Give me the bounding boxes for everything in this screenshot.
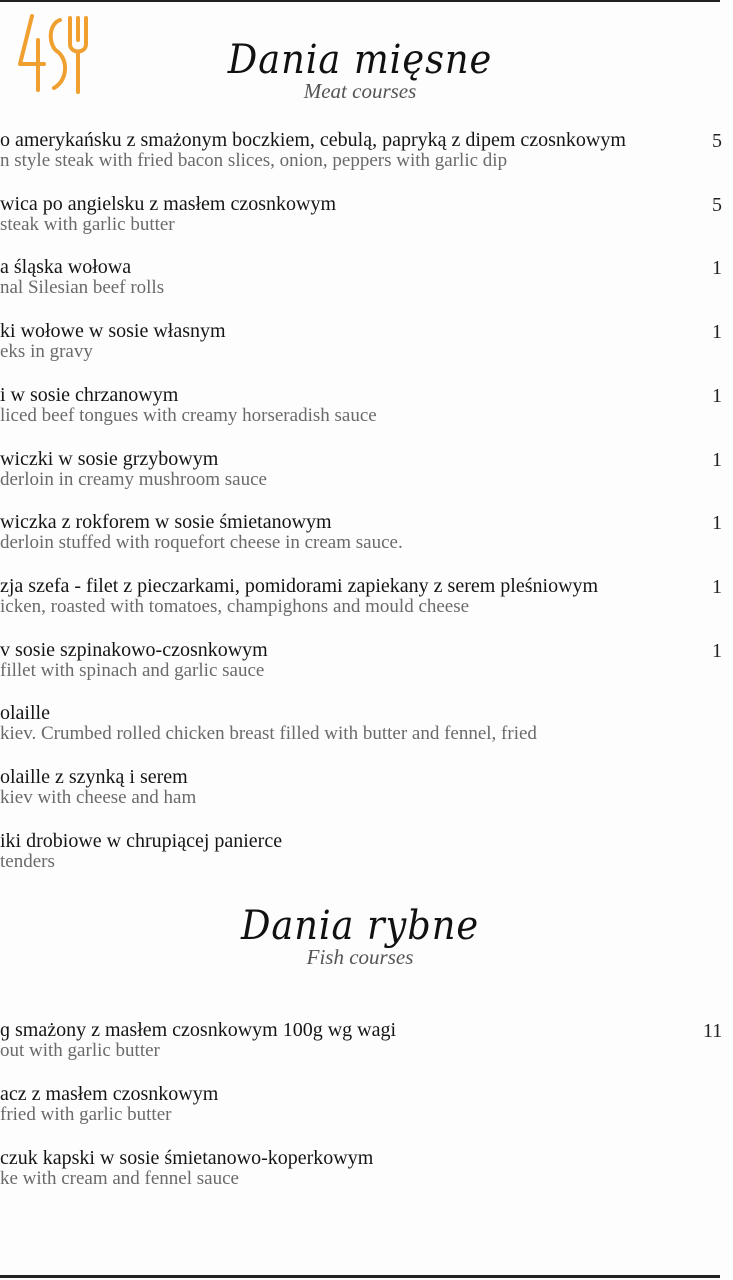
menu-item bbox=[0, 638, 720, 696]
menu-item bbox=[0, 383, 720, 441]
menu-item bbox=[0, 765, 720, 823]
menu-item bbox=[0, 829, 720, 887]
menu-item-name-pl: czuk kapski w sosie śmietanowo-koperkowym bbox=[0, 1147, 374, 1169]
menu-item bbox=[0, 192, 720, 250]
menu-item-name-en: fried with garlic butter bbox=[0, 1104, 172, 1125]
menu-item-name-pl: o amerykańsku z smażonym boczkiem, cebulą, papryką z dipem czosnkowym bbox=[0, 129, 626, 151]
menu-item-name-en: ke with cream and fennel sauce bbox=[0, 1168, 239, 1189]
menu-item-name-en: eks in gravy bbox=[0, 341, 93, 363]
menu-item-name-en: n style steak with fried bacon slices, onion, peppers with garlic dip bbox=[0, 150, 508, 171]
menu-item-name-en: derloin stuffed with roquefort cheese in cream sauce. bbox=[0, 532, 403, 554]
menu-item-name-en: liced beef tongues with creamy horseradish sauce bbox=[0, 404, 377, 426]
menu-item-price: 1 bbox=[712, 639, 722, 662]
bottom-border bbox=[0, 1275, 720, 1278]
menu-item-name-pl: iki drobiowe w chrupiącej panierce bbox=[0, 829, 283, 852]
menu-item-name-en: tenders bbox=[0, 850, 55, 872]
menu-item bbox=[0, 447, 720, 505]
menu-item-price: 11 bbox=[703, 1020, 723, 1042]
menu-item-name-pl: zja szefa - filet z pieczarkami, pomidorami zapiekany z serem pleśniowym bbox=[0, 574, 599, 597]
menu-item-price: 1 bbox=[712, 575, 722, 598]
section-subtitle-fish: Fish courses bbox=[306, 945, 414, 969]
menu-item-name-en: derloin in creamy mushroom sauce bbox=[0, 468, 267, 490]
menu-item-name-en: fillet with spinach and garlic sauce bbox=[0, 659, 265, 681]
menu-item-name-pl: wiczka z rokforem w sosie śmietanowym bbox=[0, 511, 332, 534]
top-border bbox=[0, 0, 720, 2]
menu-item-price: 1 bbox=[712, 384, 722, 407]
menu-item-name-pl: v sosie szpinakowo-czosnkowym bbox=[0, 638, 268, 661]
menu-item-name-pl: wiczki w sosie grzybowym bbox=[0, 447, 219, 470]
menu-item-price: 1 bbox=[712, 321, 722, 344]
menu-item-name-pl: i w sosie chrzanowym bbox=[0, 383, 179, 406]
meat-section-header bbox=[0, 38, 720, 102]
menu-item-name-pl: a śląska wołowa bbox=[0, 256, 132, 279]
menu-item bbox=[0, 128, 720, 186]
menu-item bbox=[0, 510, 720, 568]
menu-item bbox=[0, 255, 720, 313]
menu-item-price: 5 bbox=[712, 193, 722, 216]
menu-item-name-en: kiev. Crumbed rolled chicken breast filled with butter and fennel, fried bbox=[0, 723, 537, 745]
section-title-fish: Dania rybne bbox=[240, 903, 480, 949]
menu-item-name-en: nal Silesian beef rolls bbox=[0, 277, 165, 299]
menu-item-name-en: out with garlic butter bbox=[0, 1040, 160, 1061]
menu-item-name-en: kiev with cheese and ham bbox=[0, 787, 197, 808]
menu-item-price: 1 bbox=[712, 448, 722, 471]
menu-item-name-pl: olaille bbox=[0, 702, 50, 725]
menu-item-name-pl: olaille z szynką i serem bbox=[0, 766, 188, 788]
menu-item-name-pl: acz z masłem czosnkowym bbox=[0, 1083, 219, 1105]
menu-item-name-pl: ki wołowe w sosie własnym bbox=[0, 320, 226, 343]
section-title-meat: Dania mięsne bbox=[227, 37, 493, 83]
menu-item bbox=[0, 1146, 720, 1204]
menu-item bbox=[0, 1018, 723, 1076]
menu-item bbox=[0, 701, 720, 759]
menu-item bbox=[0, 319, 720, 377]
menu-item-name-pl: ɡ smażony z masłem czosnkowym 100g wg wagi bbox=[0, 1019, 397, 1041]
menu-item-name-en: steak with garlic butter bbox=[0, 213, 175, 235]
menu-item-price: 5 bbox=[712, 130, 722, 152]
menu-item bbox=[0, 1082, 720, 1140]
menu-item-name-en: icken, roasted with tomatoes, champighons and mould cheese bbox=[0, 595, 470, 617]
menu-item-name-pl: wica po angielsku z masłem czosnkowym bbox=[0, 192, 337, 215]
menu-item-price: 1 bbox=[712, 257, 722, 280]
fish-section-header bbox=[0, 904, 720, 968]
section-subtitle-meat: Meat courses bbox=[303, 79, 417, 103]
menu-item bbox=[0, 574, 720, 632]
menu-item-price: 1 bbox=[712, 512, 722, 535]
